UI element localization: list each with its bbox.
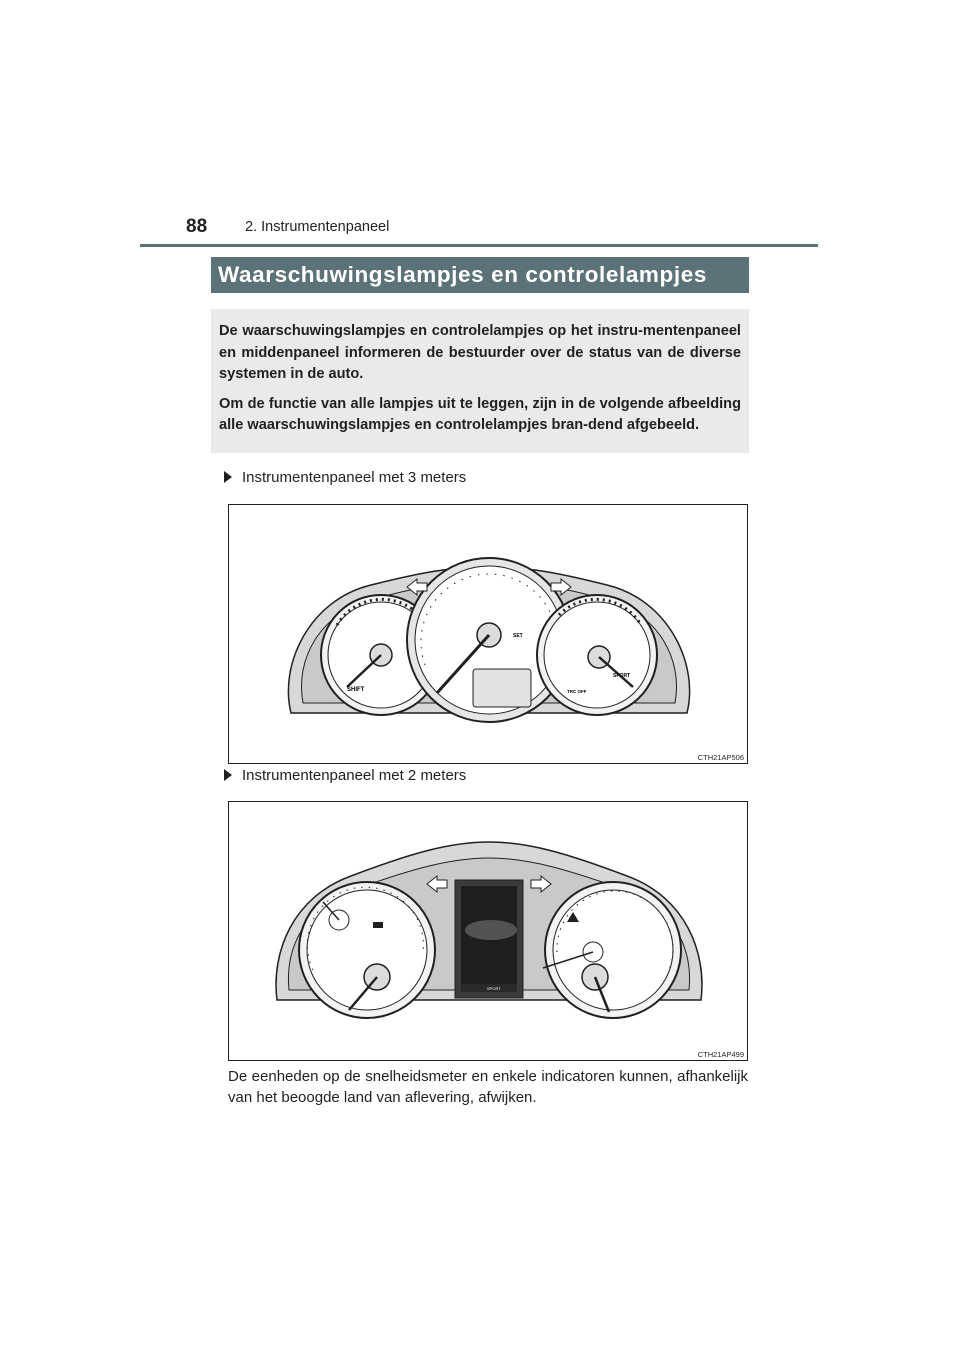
figure-2-two-meter-cluster (228, 801, 748, 1061)
footnote: De eenheden op de snelheidsmeter en enkele indicatoren kunnen, afhankelijk van het beoogde land van aflevering, afwijken. (228, 1068, 748, 1106)
sport-label: SPORT (613, 673, 631, 679)
headlight-icon (373, 922, 383, 928)
intro-box (211, 309, 749, 453)
figure-1-code: CTH21AP506 (697, 753, 744, 762)
arrow-right-icon (224, 769, 232, 781)
set-label: SET (513, 633, 523, 639)
running-head: 2. Instrumentenpaneel (245, 219, 390, 235)
three-meter-cluster-illustration (229, 505, 749, 765)
two-meter-cluster-illustration (229, 802, 749, 1062)
page-number: 88 (186, 216, 208, 237)
intro-paragraph-2: Om de functie van alle lampjes uit te leggen, zijn in de volgende afbeelding alle waarschuwingslampjes en controlelampjes bran-dend afgebeeld. (219, 395, 741, 433)
figure-2-code: CTH21AP499 (697, 1050, 744, 1059)
trc-off-label: TRC OFF (567, 689, 587, 694)
left-tachometer (299, 882, 435, 1018)
arrow-right-icon (224, 471, 232, 483)
right-gauge (537, 595, 657, 715)
right-speedometer (543, 882, 681, 1018)
figure-2-caption (224, 767, 466, 784)
display-sport-label: SPORT (487, 986, 501, 991)
figure-1-three-meter-cluster (228, 504, 748, 764)
intro-paragraph-1: De waarschuwingslampjes en controlelampjes op het instru-mentenpaneel en middenpaneel informeren de bestuurder over de status van de diverse systemen in de auto. (219, 323, 741, 382)
header-rule (140, 244, 818, 247)
figure-1-caption-text: Instrumentenpaneel met 3 meters (242, 469, 467, 486)
multi-information-display (455, 880, 523, 998)
figure-1-caption (224, 469, 466, 486)
figure-2-caption-text: Instrumentenpaneel met 2 meters (242, 767, 467, 784)
shift-label: SHIFT (347, 687, 365, 693)
section-title: Waarschuwingslampjes en controlelampjes (211, 257, 749, 293)
